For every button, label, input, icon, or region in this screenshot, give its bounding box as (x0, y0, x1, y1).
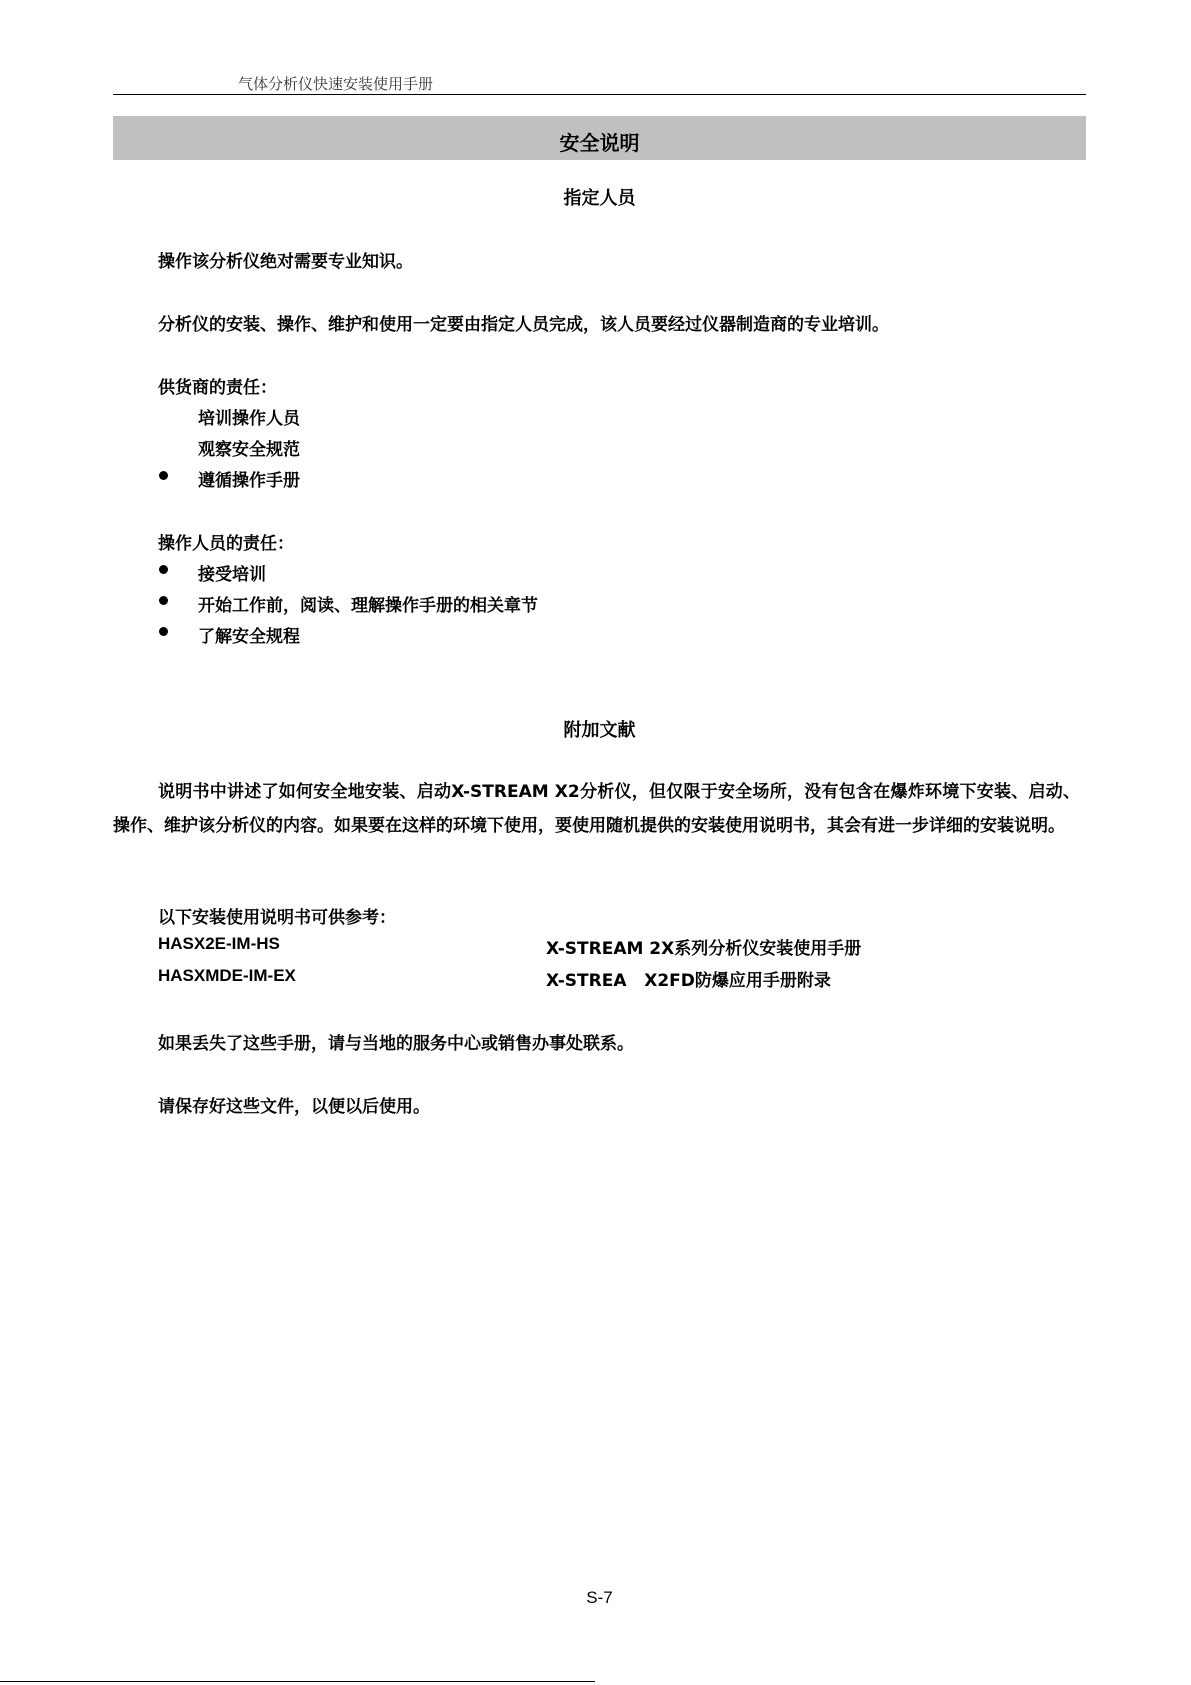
section-title: 安全说明 (559, 131, 640, 155)
bullet-icon (159, 565, 168, 574)
literature-paragraph: 说明书中讲述了如何安全地安装、启动X-STREAM X2分析仪，但仅限于安全场所，没有包含在爆炸环境下安装、启动、操作、维护该分析仪的内容。如果要在这样的环境下使用，要使用随机提供的安装使用说明书，其会有进一步详细的安装说明。 (113, 782, 1080, 836)
footer-divider (0, 1681, 595, 1682)
reference-code: HASXMDE-IM-EX (158, 966, 296, 985)
operator-item: 开始工作前，阅读、理解操作手册的相关章节 (198, 596, 538, 616)
keep-documents-note: 请保存好这些文件，以便以后使用。 (158, 1097, 430, 1117)
personnel-statement: 分析仪的安装、操作、维护和使用一定要由指定人员完成，该人员要经过仪器制造商的专业培训。 (158, 315, 889, 335)
bullet-icon (159, 471, 168, 480)
lost-manual-note: 如果丢失了这些手册，请与当地的服务中心或销售办事处联系。 (158, 1034, 634, 1054)
personnel-heading: 指定人员 (563, 188, 636, 209)
header-divider (113, 94, 1086, 95)
reference-title: X-STREAM 2X系列分析仪安装使用手册 (546, 939, 862, 959)
literature-heading: 附加文献 (563, 720, 636, 741)
operator-heading: 操作人员的责任： (158, 534, 294, 554)
reference-title: X-STREA X2FD防爆应用手册附录 (546, 971, 831, 991)
supplier-item: 培训操作人员 (198, 409, 300, 429)
operator-item: 了解安全规程 (198, 627, 300, 647)
reference-intro: 以下安装使用说明书可供参考： (158, 908, 396, 928)
bullet-icon (159, 627, 168, 636)
bullet-icon (159, 596, 168, 605)
supplier-item: 遵循操作手册 (198, 471, 300, 491)
supplier-item: 观察安全规范 (198, 440, 300, 460)
header-title: 气体分析仪快速安装使用手册 (238, 75, 434, 93)
personnel-intro: 操作该分析仪绝对需要专业知识。 (158, 252, 413, 272)
supplier-heading: 供货商的责任： (158, 378, 277, 398)
reference-code: HASX2E-IM-HS (158, 934, 280, 953)
page-number: S-7 (586, 1588, 613, 1607)
operator-item: 接受培训 (198, 565, 266, 585)
